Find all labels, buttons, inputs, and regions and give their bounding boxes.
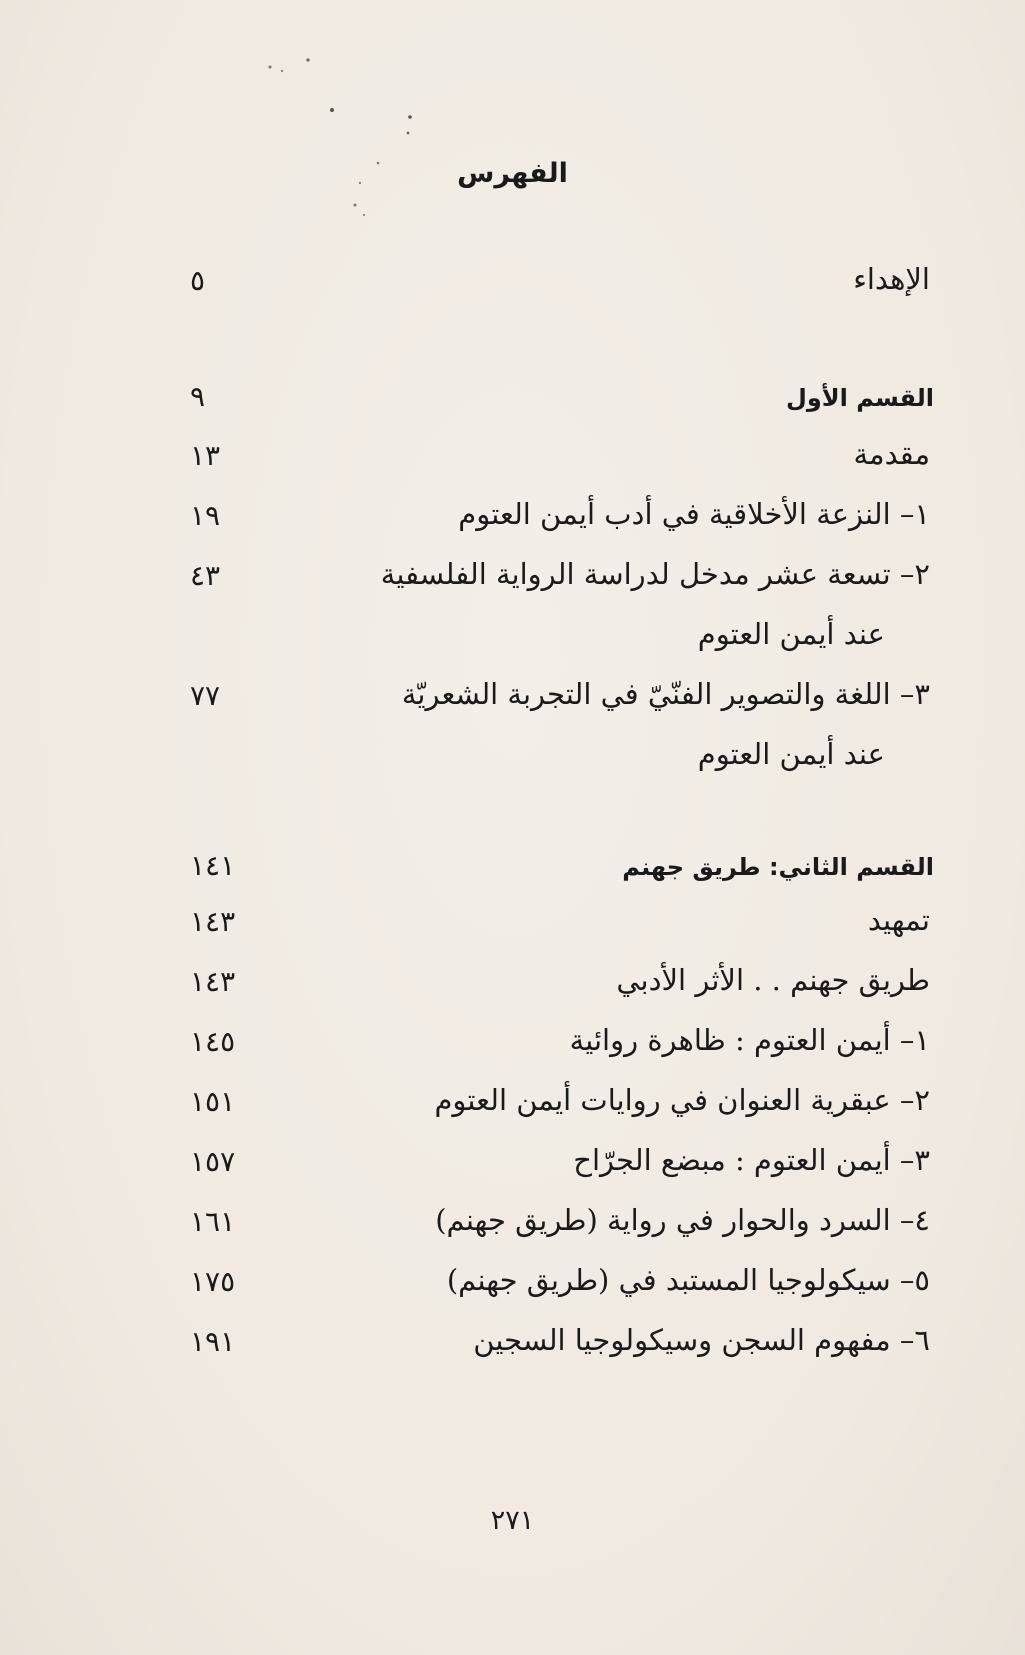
toc-entry-part-two-chapter-6 bbox=[150, 1323, 930, 1373]
toc-entry-chapter-3-continued bbox=[150, 737, 930, 787]
toc-page-number: ١٦١ bbox=[190, 1205, 236, 1238]
toc-label: ٣– اللغة والتصوير الفنّيّ في التجربة الشعريّة bbox=[401, 677, 930, 711]
toc-page-number: ١٧٥ bbox=[190, 1265, 236, 1298]
toc-entry-literary-impact bbox=[150, 963, 930, 1013]
toc-page-number: ٥ bbox=[190, 264, 206, 297]
toc-page-number: ١٣ bbox=[190, 439, 221, 472]
toc-page-number: ١٩١ bbox=[190, 1325, 236, 1358]
toc-label: ٢– تسعة عشر مدخل لدراسة الرواية الفلسفية bbox=[380, 557, 930, 591]
toc-entry-chapter-2 bbox=[150, 557, 930, 607]
toc-label: مقدمة bbox=[853, 437, 930, 471]
toc-entry-introduction bbox=[150, 437, 930, 487]
paper-specks bbox=[260, 55, 420, 235]
toc-entry-part-two-chapter-3 bbox=[150, 1143, 930, 1193]
toc-label: ١– النزعة الأخلاقية في أدب أيمن العتوم bbox=[458, 497, 930, 531]
toc-label: ١– أيمن العتوم : ظاهرة روائية bbox=[569, 1023, 930, 1057]
toc-entry-part-two-chapter-5 bbox=[150, 1263, 930, 1313]
toc-label: عند أيمن العتوم bbox=[697, 737, 885, 771]
toc-entry-dedication bbox=[150, 262, 930, 312]
toc-entry-part-two-chapter-2 bbox=[150, 1083, 930, 1133]
toc-page-number: ١٤٥ bbox=[190, 1025, 236, 1058]
toc-label: الإهداء bbox=[853, 262, 930, 296]
page-title: الفهرس bbox=[457, 158, 568, 189]
toc-entry-preface bbox=[150, 903, 930, 953]
toc-label: عند أيمن العتوم bbox=[697, 617, 885, 651]
toc-page-number: ١٥٧ bbox=[190, 1145, 236, 1178]
toc-label: ٤– السرد والحوار في رواية (طريق جهنم) bbox=[435, 1203, 930, 1237]
toc-label: ٣– أيمن العتوم : مبضع الجرّاح bbox=[573, 1143, 930, 1177]
toc-entry-chapter-2-continued bbox=[150, 617, 930, 667]
page-number: ٢٧١ bbox=[490, 1505, 535, 1536]
toc-label: ٥– سيكولوجيا المستبد في (طريق جهنم) bbox=[446, 1263, 930, 1297]
toc-entry-part-two-chapter-4 bbox=[150, 1203, 930, 1253]
toc-section-heading: القسم الثاني: طريق جهنم bbox=[622, 853, 934, 881]
toc-label: طريق جهنم . . الأثر الأدبي bbox=[616, 963, 930, 997]
toc-entry-part-two-chapter-1 bbox=[150, 1023, 930, 1073]
toc-entry-part-one bbox=[150, 378, 934, 428]
toc-section-heading: القسم الأول bbox=[786, 384, 934, 412]
toc-page-number: ١٤١ bbox=[190, 849, 236, 882]
toc-page-number: ٧٧ bbox=[190, 679, 221, 712]
toc-page-number: ١٩ bbox=[190, 499, 221, 532]
toc-entry-part-two bbox=[150, 847, 934, 897]
toc-page-number: ١٥١ bbox=[190, 1085, 236, 1118]
toc-label: تمهيد bbox=[867, 903, 930, 937]
toc-page-number: ١٤٣ bbox=[190, 905, 236, 938]
toc-page-number: ١٤٣ bbox=[190, 965, 236, 998]
toc-label: ٦– مفهوم السجن وسيكولوجيا السجين bbox=[473, 1323, 930, 1357]
toc-page-number: ٩ bbox=[190, 380, 206, 413]
toc-entry-chapter-3 bbox=[150, 677, 930, 727]
toc-entry-chapter-1 bbox=[150, 497, 930, 547]
toc-page-number: ٤٣ bbox=[190, 559, 221, 592]
toc-label: ٢– عبقرية العنوان في روايات أيمن العتوم bbox=[434, 1083, 930, 1117]
